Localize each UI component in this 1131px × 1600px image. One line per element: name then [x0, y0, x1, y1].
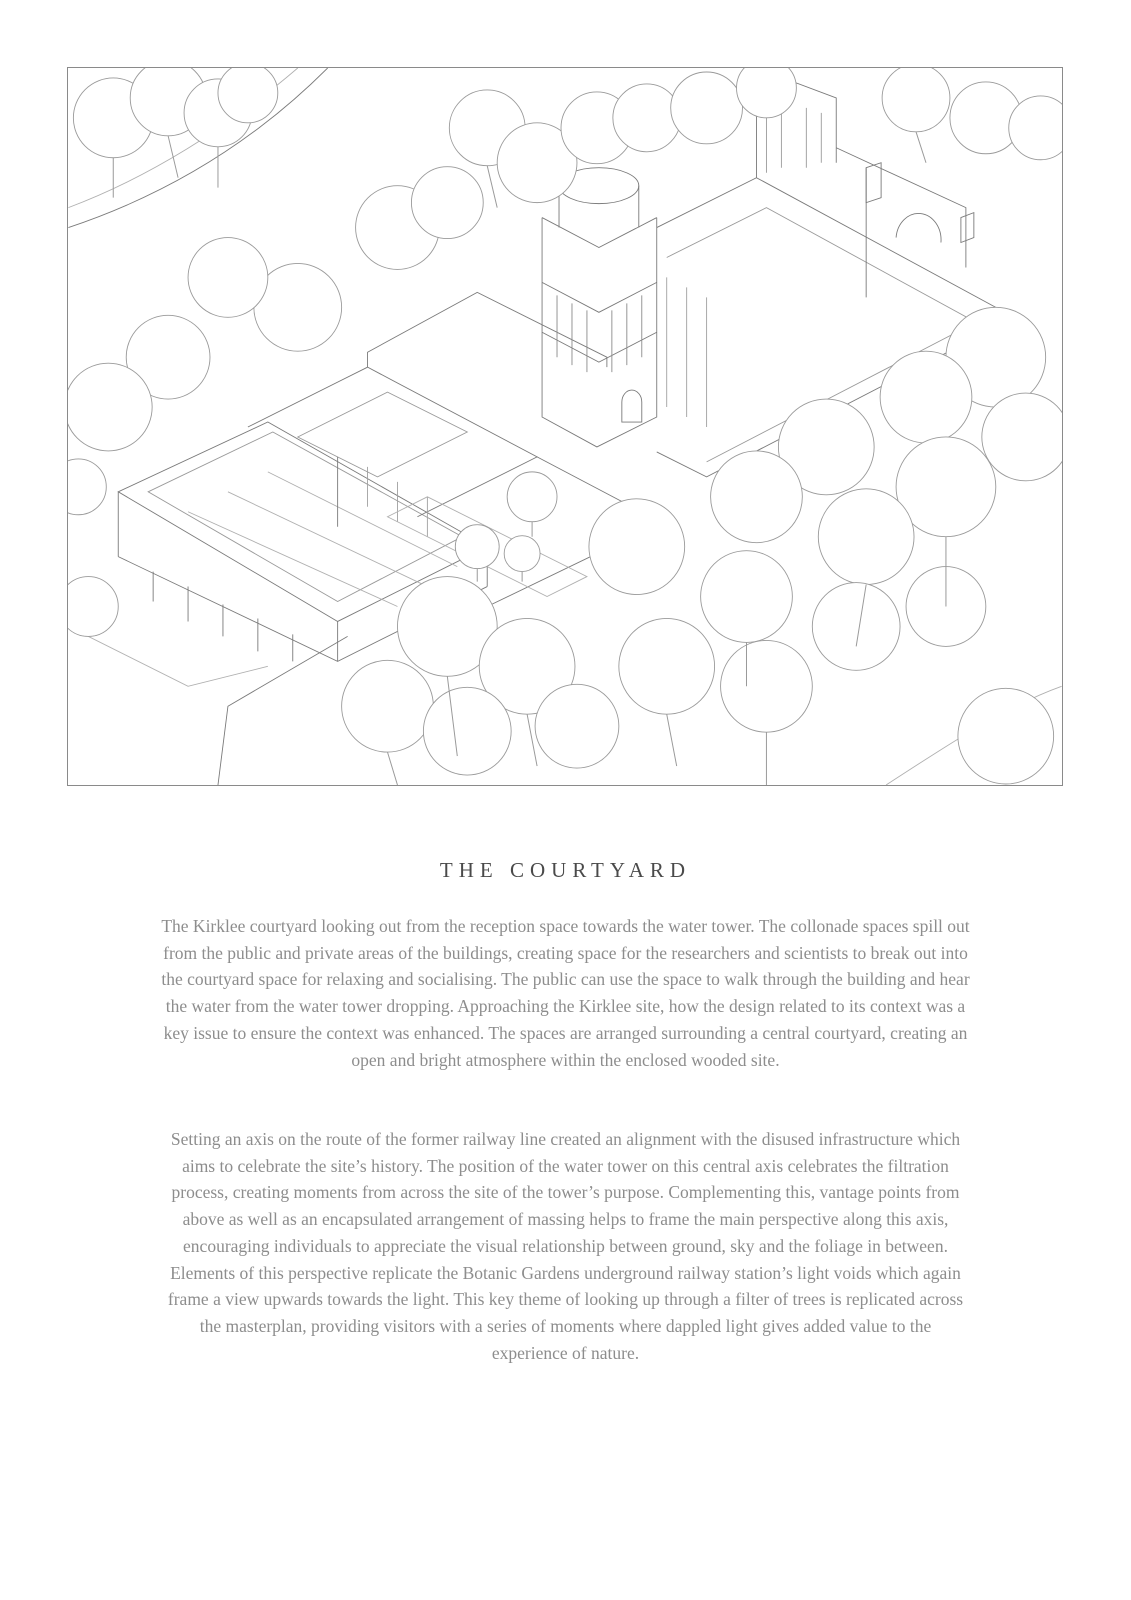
tree-cluster-right [589, 307, 1062, 784]
tree-cluster-top-right [882, 68, 1062, 160]
tree-cluster-top-left [73, 68, 277, 158]
tree-cluster-left [68, 459, 118, 637]
axonometric-drawing [67, 67, 1063, 786]
axonometric-drawing-svg [68, 68, 1062, 785]
page-title: THE COURTYARD [439, 858, 692, 882]
tree-courtyard [455, 472, 557, 572]
body-paragraph-2: Setting an axis on the route of the former railway line created an alignment with the disused infrastructure which aims to celebrate the site’s history. The position of the water tower on this central axis celebrates the filtration process, creating moments from across the site of the tower’s purpose. Complementing this, vantage points from above as well as an encapsulated arrangement of massing helps to frame the main perspective along this axis, encouraging individuals to appreciate the visual relationship between ground, sky and the foliage in between. Elements of this perspective replicate the Botanic Gardens underground railway station’s light voids which again frame a view upwards towards the light. This key theme of looking up through a filter of trees is replicated across the masterplan, providing visitors with a series of moments where dappled light gives added value to the experience of nature. [167, 1129, 964, 1363]
tree-cluster-bottom [342, 577, 619, 775]
body-paragraph-1: The Kirklee courtyard looking out from the reception space towards the water tower. The collonade spaces spill out from the public and private areas of the buildings, creating space for the researchers and scientists to break out into the courtyard space for relaxing and socialising. The public can use the space to walk through the building and hear the water from the water tower dropping. Approaching the Kirklee site, how the design related to its context was a key issue to ensure the context was enhanced. The spaces are arranged surrounding a central courtyard, creating an open and bright atmosphere within the enclosed wooded site. [161, 916, 970, 1070]
